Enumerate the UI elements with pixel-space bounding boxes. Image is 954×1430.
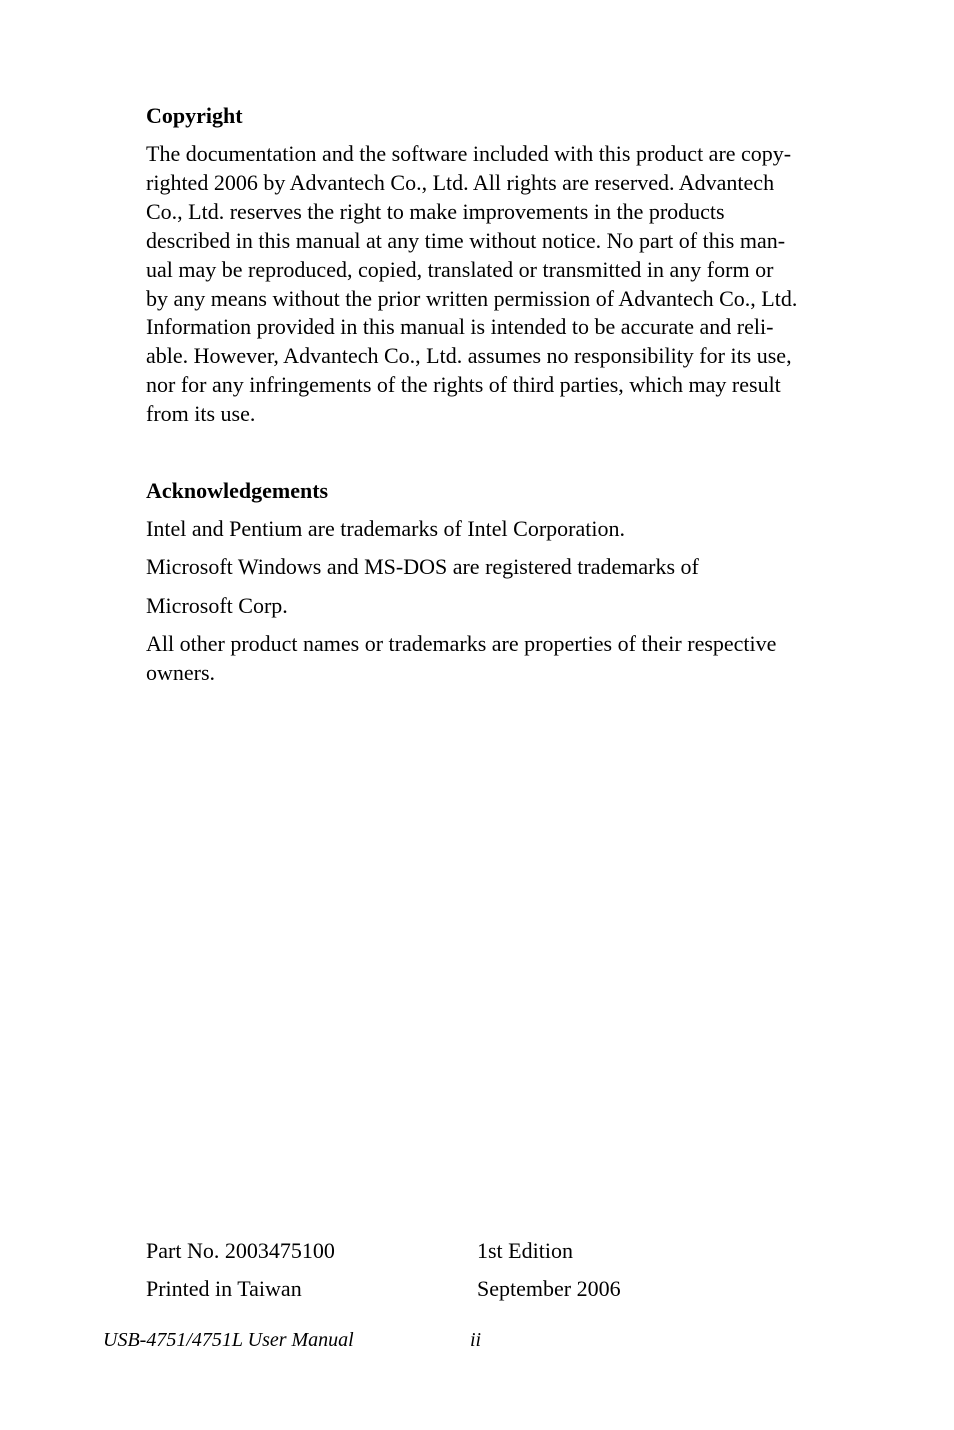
copyright-line: able. However, Advantech Co., Ltd. assumes no responsibility for its use, [146, 343, 792, 369]
edition-date: September 2006 [477, 1276, 621, 1301]
copyright-line: righted 2006 by Advantech Co., Ltd. All rights are reserved. Advantech [146, 169, 775, 195]
copyright-paragraph [146, 140, 858, 429]
microsoft-corp-paragraph: Microsoft Corp. [146, 592, 288, 618]
copyright-line: described in this manual at any time without notice. No part of this man- [146, 227, 786, 253]
copyright-line: by any means without the prior written permission of Advantech Co., Ltd. [146, 285, 798, 311]
acknowledgements-section [146, 477, 858, 688]
other-trademarks-line: owners. [146, 660, 216, 686]
copyright-line: The documentation and the software included with this product are copy- [146, 141, 792, 166]
acknowledgements-heading: Acknowledgements [146, 478, 329, 503]
copyright-line: Information provided in this manual is intended to be accurate and reli- [146, 314, 774, 340]
edition-label: 1st Edition [477, 1238, 573, 1263]
copyright-line: nor for any infringements of the rights of third parties, which may result [146, 372, 781, 398]
copyright-section [146, 102, 858, 429]
copyright-line: Co., Ltd. reserves the right to make improvements in the products [146, 198, 725, 224]
printed-location: Printed in Taiwan [146, 1276, 302, 1301]
manual-title-footer: USB-4751/4751L User Manual [103, 1329, 354, 1351]
microsoft-trademark-paragraph: Microsoft Windows and MS-DOS are registered trademarks of [146, 554, 699, 580]
copyright-line: ual may be reproduced, copied, translated or transmitted in any form or [146, 256, 774, 282]
intel-trademark-paragraph: Intel and Pentium are trademarks of Intel Corporation. [146, 516, 625, 541]
page-number: ii [470, 1329, 482, 1351]
other-trademarks-paragraph [146, 630, 858, 688]
copyright-heading: Copyright [146, 103, 243, 128]
copyright-line: from its use. [146, 401, 256, 427]
part-number: Part No. 2003475100 [146, 1238, 335, 1263]
other-trademarks-line: All other product names or trademarks are properties of their respective [146, 631, 777, 657]
